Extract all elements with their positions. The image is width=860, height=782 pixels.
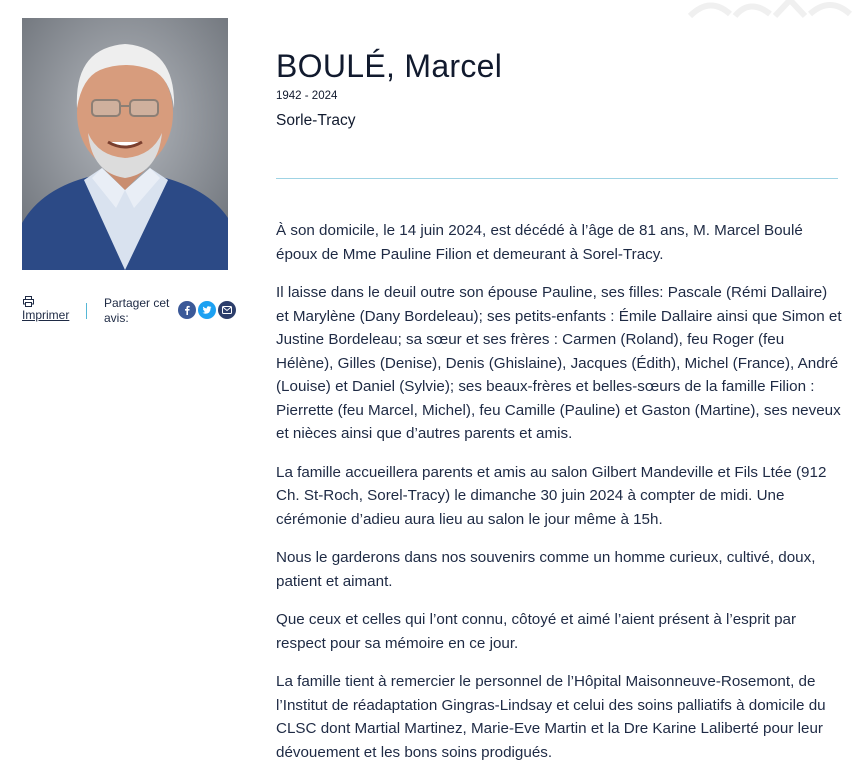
share-label: Partager cet avis: xyxy=(104,296,170,325)
deceased-city: Sorle-Tracy xyxy=(276,112,356,129)
print-label: Imprimer xyxy=(22,308,70,322)
twitter-icon[interactable] xyxy=(198,301,216,319)
twitter-glyph xyxy=(202,305,212,315)
watermark-logo xyxy=(680,0,860,20)
obituary-paragraph: Nous le garderons dans nos souvenirs comme un homme curieux, cultivé, doux, patient et aimant. xyxy=(276,549,816,590)
obituary-paragraph: La famille accueillera parents et amis au salon Gilbert Mandeville et Fils Ltée (912 Ch. St-Roch, Sorel-Tracy) le dimanche 30 juin 2024 à compter de midi. Une cérémonie d’adieu aura lieu au salon le jour même à 15h. xyxy=(276,463,827,528)
obituary-paragraph: Que ceux et celles qui l’ont connu, côtoyé et aimé l’aient présent à l’esprit par respect pour sa mémoire en ce jour. xyxy=(276,611,797,652)
share-icons xyxy=(178,301,236,319)
email-icon[interactable] xyxy=(218,301,236,319)
obituary-header xyxy=(276,46,836,130)
header-divider xyxy=(276,178,838,179)
obituary-paragraph: La famille tient à remercier le personnel de l’Hôpital Maisonneuve-Rosemont, de l’Institut de réadaptation Gingras-Lindsay et celui des soins palliatifs à domicile du CLSC dont Martial Martinez, Marie-Eve Martin et la Dre Karine Laliberté pour leur dévouement et les bons soins prodigués. xyxy=(276,673,826,761)
portrait-illustration xyxy=(22,18,228,270)
facebook-glyph xyxy=(182,305,192,315)
obituary-text xyxy=(276,219,842,779)
print-button[interactable] xyxy=(22,296,76,322)
actions-divider xyxy=(86,303,87,319)
facebook-icon[interactable] xyxy=(178,301,196,319)
deceased-photo xyxy=(22,18,228,270)
obituary-paragraph: Il laisse dans le deuil outre son épouse Pauline, ses filles: Pascale (Rémi Dallaire) et Marylène (Dany Bordeleau); ses petits-enfants : Émile Dallaire ainsi que Simon et Justine Bordeleau; sa sœur et ses frères : Carmen (Roland), feu Roger (feu Hélène), Gilles (Denise), Denis (Ghislaine), Jacques (Édith), Michel (France), André (Louise) et Daniel (Sylvie); ses beaux-frères et belles-sœurs de la famille Filion : Pierrette (feu Marcel, Michel), feu Camille (Pauline) et Gaston (Martine), ses neveux et nièces ainsi que d’autres parents et amis. xyxy=(276,284,842,442)
obituary-paragraph: À son domicile, le 14 juin 2024, est décédé à l’âge de 81 ans, M. Marcel Boulé époux de Mme Pauline Filion et demeurant à Sorel-Tracy. xyxy=(276,222,803,263)
deceased-name: BOULÉ, Marcel xyxy=(276,48,503,84)
envelope-glyph xyxy=(222,306,232,314)
printer-icon xyxy=(23,296,34,307)
life-years: 1942 - 2024 xyxy=(276,90,338,102)
obituary-actions xyxy=(22,296,242,336)
